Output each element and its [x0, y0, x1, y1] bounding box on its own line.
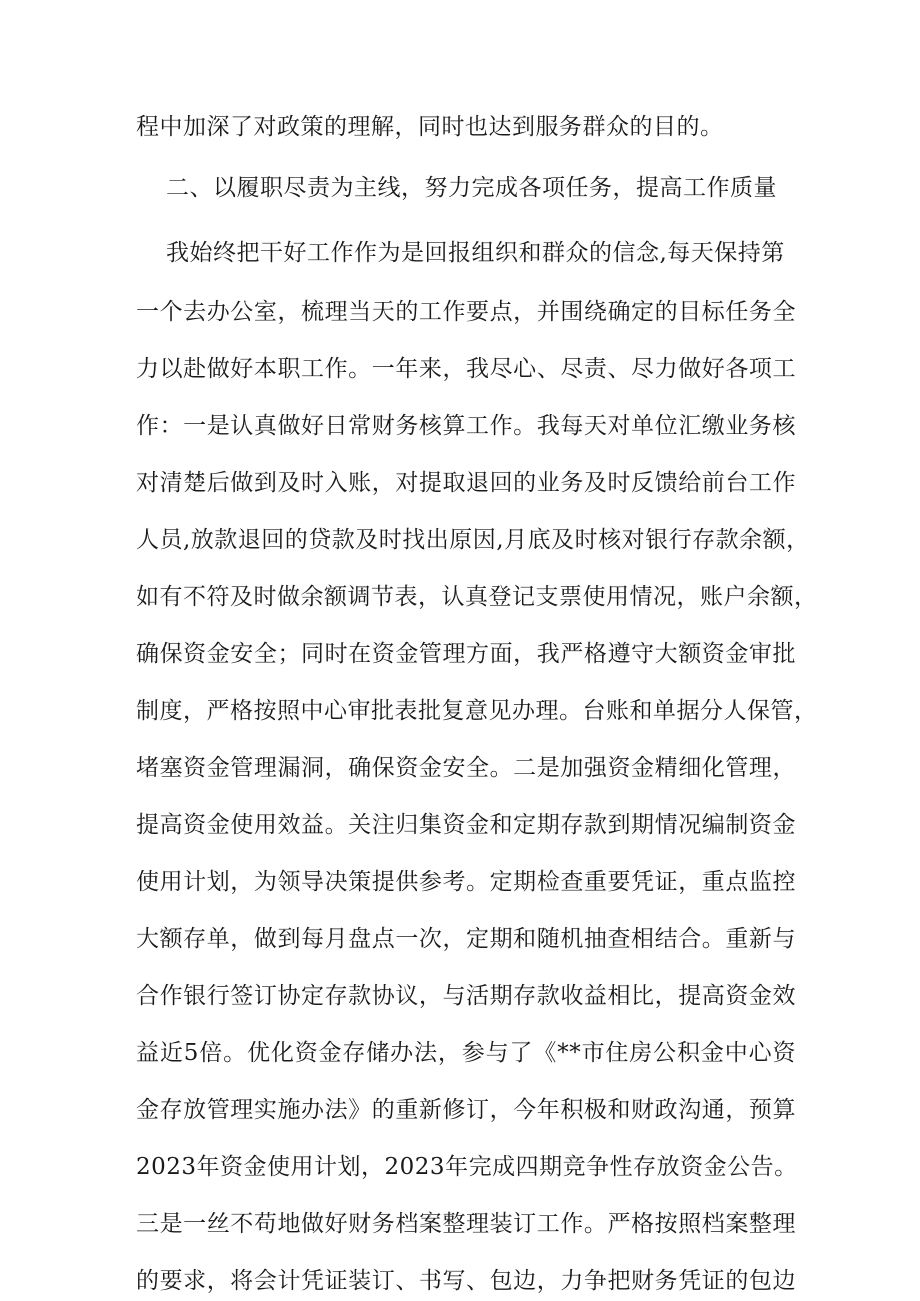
paragraph-line: 大额存单，做到每月盘点一次，定期和随机抽查相结合。重新与 — [136, 926, 796, 952]
paragraph-line: 确保资金安全；同时在资金管理方面，我严格遵守大额资金审批 — [136, 641, 796, 667]
paragraph-line: 三是一丝不苟地做好财务档案整理装订工作。严格按照档案整理 — [136, 1211, 796, 1237]
paragraph-line: 益近5倍。优化资金存储办法，参与了《**市住房公积金中心资 — [136, 1040, 796, 1066]
paragraph-line: 对清楚后做到及时入账，对提取退回的业务及时反馈给前台工作 — [136, 470, 796, 496]
paragraph-line: 制度，严格按照中心审批表批复意见办理。台账和单据分人保管， — [136, 698, 818, 724]
paragraph-line: 程中加深了对政策的理解，同时也达到服务群众的目的。 — [136, 114, 724, 140]
paragraph-line: 合作银行签订协定存款协议，与活期存款收益相比，提高资金效 — [136, 983, 796, 1009]
paragraph-line: 如有不符及时做余额调节表，认真登记支票使用情况，账户余额， — [136, 584, 818, 610]
paragraph-line: 作：一是认真做好日常财务核算工作。我每天对单位汇缴业务核 — [136, 413, 796, 439]
section-heading: 二、以履职尽责为主线，努力完成各项任务，提高工作质量 — [166, 175, 777, 201]
paragraph-line: 我始终把干好工作作为是回报组织和群众的信念,每天保持第 — [166, 240, 785, 266]
paragraph-line: 力以赴做好本职工作。一年来，我尽心、尽责、尽力做好各项工 — [136, 356, 796, 382]
paragraph-line: 使用计划，为领导决策提供参考。定期检查重要凭证，重点监控 — [136, 869, 796, 895]
paragraph-line: 人员,放款退回的贷款及时找出原因,月底及时核对银行存款余额， — [136, 527, 810, 553]
paragraph-line: 提高资金使用效益。关注归集资金和定期存款到期情况编制资金 — [136, 812, 796, 838]
paragraph-line: 堵塞资金管理漏洞，确保资金安全。二是加强资金精细化管理， — [136, 755, 796, 781]
paragraph-line: 一个去办公室，梳理当天的工作要点，并围绕确定的目标任务全 — [136, 299, 796, 325]
paragraph-line: 2023年资金使用计划，2023年完成四期竞争性存放资金公告。 — [136, 1154, 798, 1180]
paragraph-line: 金存放管理实施办法》的重新修订，今年积极和财政沟通，预算 — [136, 1097, 796, 1123]
paragraph-line: 的要求，将会计凭证装订、书写、包边，力争把财务凭证的包边 — [136, 1268, 796, 1294]
